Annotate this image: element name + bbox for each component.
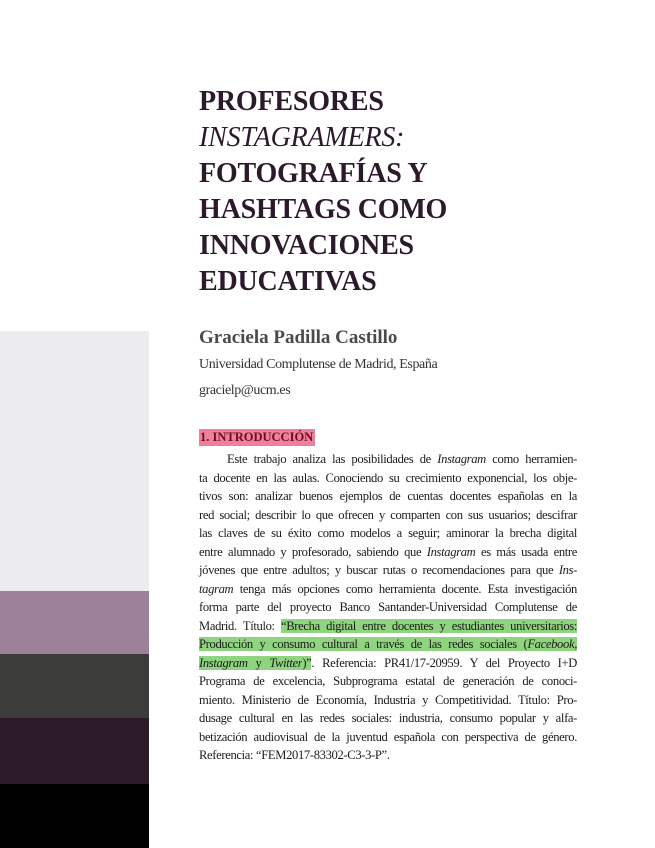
body-line: Este trabajo analiza las posibilidades de Instagram como herramien- [227, 452, 577, 466]
side-band-plum [0, 718, 149, 784]
body-line: Instagram y Twitter)”. Referencia: PR41/17-20959. Y del Proyecto I+D [199, 655, 578, 670]
side-band-light [0, 331, 149, 591]
highlighted-title: “Brecha digital entre docentes y estudiantes universitarios: [281, 618, 577, 633]
body-line: Referencia: “FEM2017-83302-C3-3-P”. [199, 748, 390, 762]
author-email: gracielp@ucm.es [199, 383, 291, 398]
body-line: Producción y consumo cultural a través de las redes sociales (Facebook, [199, 637, 577, 651]
section-body [199, 450, 577, 765]
body-line: entre alumnado y profesorado, sabiendo que Instagram es más usada entre [199, 544, 577, 559]
body-line: miento. Ministerio de Economía, Industria y Competitividad. Título: Pro- [199, 692, 577, 707]
title-line: PROFESORES [199, 86, 384, 117]
author-affiliation: Universidad Complutense de Madrid, España [199, 357, 438, 372]
body-line: tivos son: analizar buenos ejemplos de cuentas docentes españolas en la [199, 489, 577, 503]
article-title [199, 84, 599, 300]
body-line: Programa de excelencia, Subprograma estatal de generación de conoci- [199, 674, 577, 688]
section-heading: 1. INTRODUCCIÓN [200, 430, 314, 444]
title-line: HASHTAGS COMO [199, 194, 448, 225]
title-line-italic: INSTAGRAMERS: [199, 122, 405, 153]
author-name: Graciela Padilla Castillo [199, 327, 398, 348]
title-line: INNOVACIONES [199, 230, 414, 261]
side-band-mauve [0, 591, 149, 654]
title-line: EDUCATIVAS [199, 266, 377, 297]
body-line: jóvenes que entre adultos; y buscar rutas o recomendaciones para que Ins- [199, 563, 577, 577]
body-line: betización audiovisual de la juventud española con perspectiva de género. [199, 729, 577, 744]
body-line: forma parte del proyecto Banco Santander-Universidad Complutense de [199, 600, 577, 614]
body-line: las claves de su éxito como modelos a seguir; aminorar la brecha digital [199, 526, 577, 540]
side-band-gray [0, 654, 149, 718]
title-line: FOTOGRAFÍAS Y [199, 158, 428, 189]
body-line: tagram tenga más opciones como herramienta docente. Esta investigación [199, 581, 577, 596]
body-line: Madrid. Título: “Brecha digital entre docentes y estudiantes universitarios: [199, 618, 577, 633]
body-line: red social; describir lo que ofrecen y comparten con sus usuarios; descifrar [199, 507, 577, 522]
body-line: dusage cultural en las redes sociales: industria, consumo popular y alfa- [199, 711, 577, 725]
side-band-black [0, 784, 149, 848]
body-line: ta docente en las aulas. Conociendo su crecimiento exponencial, los obje- [199, 470, 577, 485]
